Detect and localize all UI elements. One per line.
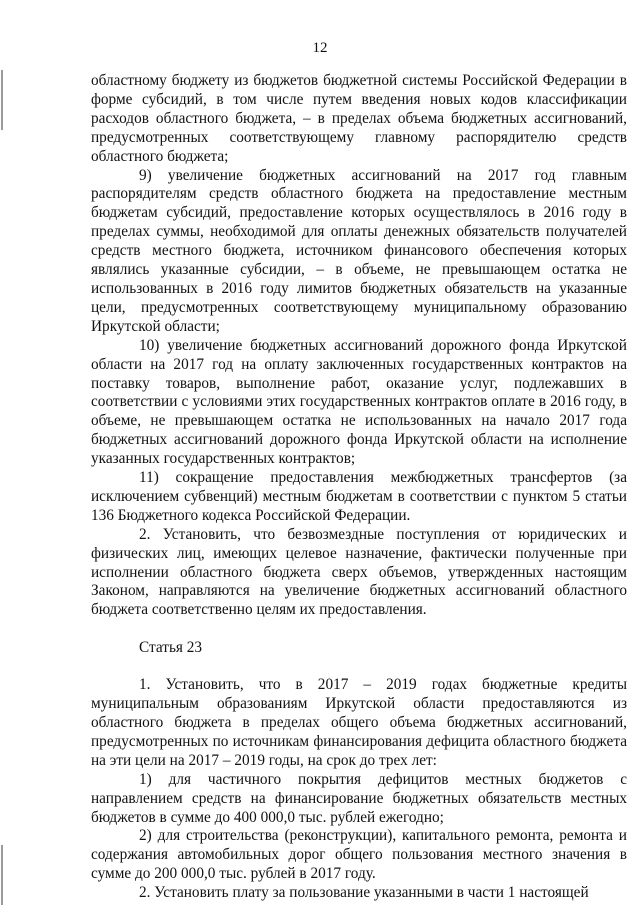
paragraph-subitem-1: 1) для частичного покрытия дефицитов местных бюджетов с направлением средств на финансирование бюджетных обязательств местных бюджетов в сумме до 400 000,0 тыс. рублей ежегодно; — [91, 770, 627, 826]
paragraph-continuation: областному бюджету из бюджетов бюджетной системы Российской Федерации в форме субсидий, в том числе путем введения новых кодов классификации расходов областного бюджета, – в пределах объема бюджетных ассигнований, предусмотренных соответствующему главному распорядителю средств областного бюджета; — [91, 72, 627, 165]
paragraph-item-9: 9) увеличение бюджетных ассигнований на 2017 год главным распорядителям средств областного бюджета на предоставление местным бюджетам субсидий, предоставление которых осуществлялось в 2016 году в пределах суммы, необходимой для оплаты денежных обязательств получателей средств местного бюджета, источником финансового обеспечения которых являлись указанные субсидии, – в объеме, не превышающем остатка не использованных в 2016 году лимитов бюджетных обязательств на указанные цели, предусмотренных соответствующему муниципальному образованию Иркутской области; — [91, 166, 627, 335]
paragraph-part-1: 1. Установить, что в 2017 – 2019 годах бюджетные кредиты муниципальным образованиям Иркутской области предоставляются из областного бюджета в пределах общего объема бюджетных ассигнований, предусмотренных по источникам финансирования дефицита областного бюджета на эти цели на 2017 – 2019 годы, на срок до трех лет: — [91, 676, 627, 769]
paragraph-item-10: 10) увеличение бюджетных ассигнований дорожного фонда Иркутской области на 2017 год на оплату заключенных государственных контрактов на поставку товаров, выполнение работ, оказание услуг, подлежавших в соответствии с условиями этих государственных контрактов оплате в 2016 году, в объеме, не превышающем остатка не использованных на начало 2017 года бюджетных ассигнований дорожного фонда Иркутской области на исполнение указанных государственных контрактов; — [91, 336, 627, 468]
article-title: Статья 23 — [139, 639, 203, 657]
scan-edge-mark — [1, 845, 3, 905]
scan-edge-mark — [1, 70, 3, 130]
paragraph-part-2-fee: 2. Установить плату за пользование указанными в части 1 настоящей — [139, 884, 589, 902]
paragraph-item-11: 11) сокращение предоставления межбюджетных трансфертов (за исключением субвенций) местным бюджетам в соответствии с пунктом 5 статьи 136 Бюджетного кодекса Российской Федерации. — [91, 469, 627, 524]
document-body — [91, 72, 627, 903]
paragraph-part-2: 2. Установить, что безвозмездные поступления от юридических и физических лиц, имеющих целевое назначение, фактически полученные при исполнении областного бюджета сверх объемов, утвержденных настоящим Законом, направляются на увеличение бюджетных ассигнований областного бюджета соответственно целям их предоставления. — [91, 525, 627, 619]
page-number: 12 — [312, 40, 328, 56]
paragraph-subitem-2: 2) для строительства (реконструкции), капитального ремонта, ремонта и содержания автомобильных дорог общего пользования местного значения в сумме до 200 000,0 тыс. рублей в 2017 году. — [91, 827, 627, 883]
